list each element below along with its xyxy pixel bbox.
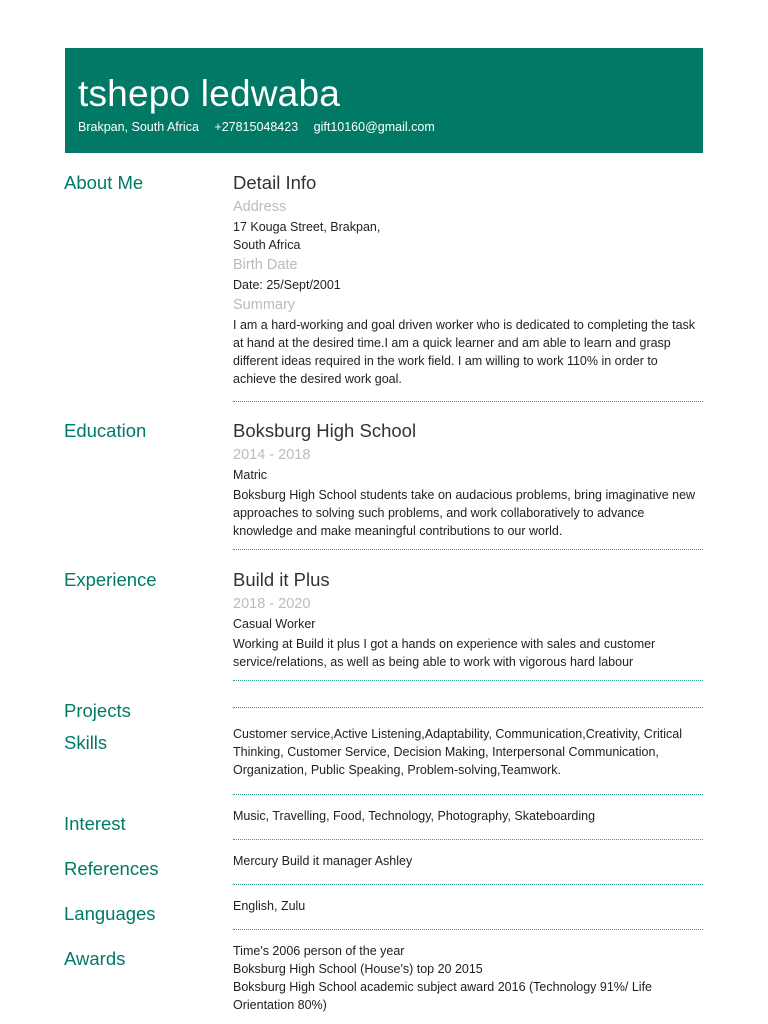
contact-line [78,120,690,134]
divider [233,929,703,930]
awards-content [233,942,703,1014]
section-label-education: Education [64,420,147,441]
address-line-1: 17 Kouga Street, Brakpan, [233,220,381,234]
award-item: Time's 2006 person of the year [233,944,405,958]
divider [233,680,703,681]
birth-date-label: Birth Date [233,257,298,273]
experience-years: 2018 - 2020 [233,596,311,612]
section-label-interest: Interest [64,813,126,834]
interest-content [233,807,703,827]
divider [233,707,703,708]
school-name: Boksburg High School [233,420,417,441]
divider [233,401,703,402]
education-content [233,420,703,542]
section-label-projects: Projects [64,700,131,721]
address-line-2: South Africa [233,238,301,252]
education-description: Boksburg High School students take on audacious problems, bring imaginative new approaches to solving such problems, and work collaboratively to advance knowledge and make meaningful contributions to our world. [233,488,696,538]
divider [233,839,703,840]
references-text: Mercury Build it manager Ashley [233,854,413,868]
birth-date-value: Date: 25/Sept/2001 [233,278,341,292]
email-text: gift10160@gmail.com [313,120,435,134]
education-years: 2014 - 2018 [233,447,311,463]
languages-text: English, Zulu [233,899,306,913]
section-label-awards: Awards [64,948,126,969]
divider [233,549,703,550]
experience-content [233,569,703,673]
summary-label: Summary [233,297,296,313]
location-text: Brakpan, South Africa [78,120,199,134]
award-item: Boksburg High School (House's) top 20 2015 [233,962,483,976]
divider [233,884,703,885]
section-label-skills: Skills [64,732,108,753]
section-label-references: References [64,858,159,879]
education-level: Matric [233,468,268,482]
languages-content [233,897,703,917]
phone-text: +27815048423 [214,120,299,134]
section-label-experience: Experience [64,569,157,590]
experience-description: Working at Build it plus I got a hands on experience with sales and customer service/relations, as well as being able to work with vigorous hard labour [233,637,656,669]
candidate-name: tshepo ledwaba [78,73,340,114]
address-label: Address [233,199,287,215]
award-item: Boksburg High School academic subject award 2016 (Technology 91%/ Life Orientation 80%) [233,980,652,1012]
about-title: Detail Info [233,172,317,193]
references-content [233,852,703,872]
employer-name: Build it Plus [233,569,330,590]
experience-role: Casual Worker [233,617,316,631]
divider [233,794,703,795]
resume-header [65,48,703,153]
section-label-languages: Languages [64,903,156,924]
skills-text: Customer service,Active Listening,Adaptability, Communication,Creativity, Critical Thinking, Customer Service, Decision Making, Interpersonal Communication, Organization, Public Speaking, Problem-solving,Teamwork. [233,727,683,777]
skills-content [233,725,703,781]
section-label-about: About Me [64,172,144,193]
about-content [233,172,703,390]
interest-text: Music, Travelling, Food, Technology, Photography, Skateboarding [233,809,596,823]
summary-text: I am a hard-working and goal driven worker who is dedicated to completing the task at hand at the desired time.I am a quick learner and am able to learn and grasp different ideas required in the work field. I am willing to work 110% in order to achieve the desired work goal. [233,318,696,386]
